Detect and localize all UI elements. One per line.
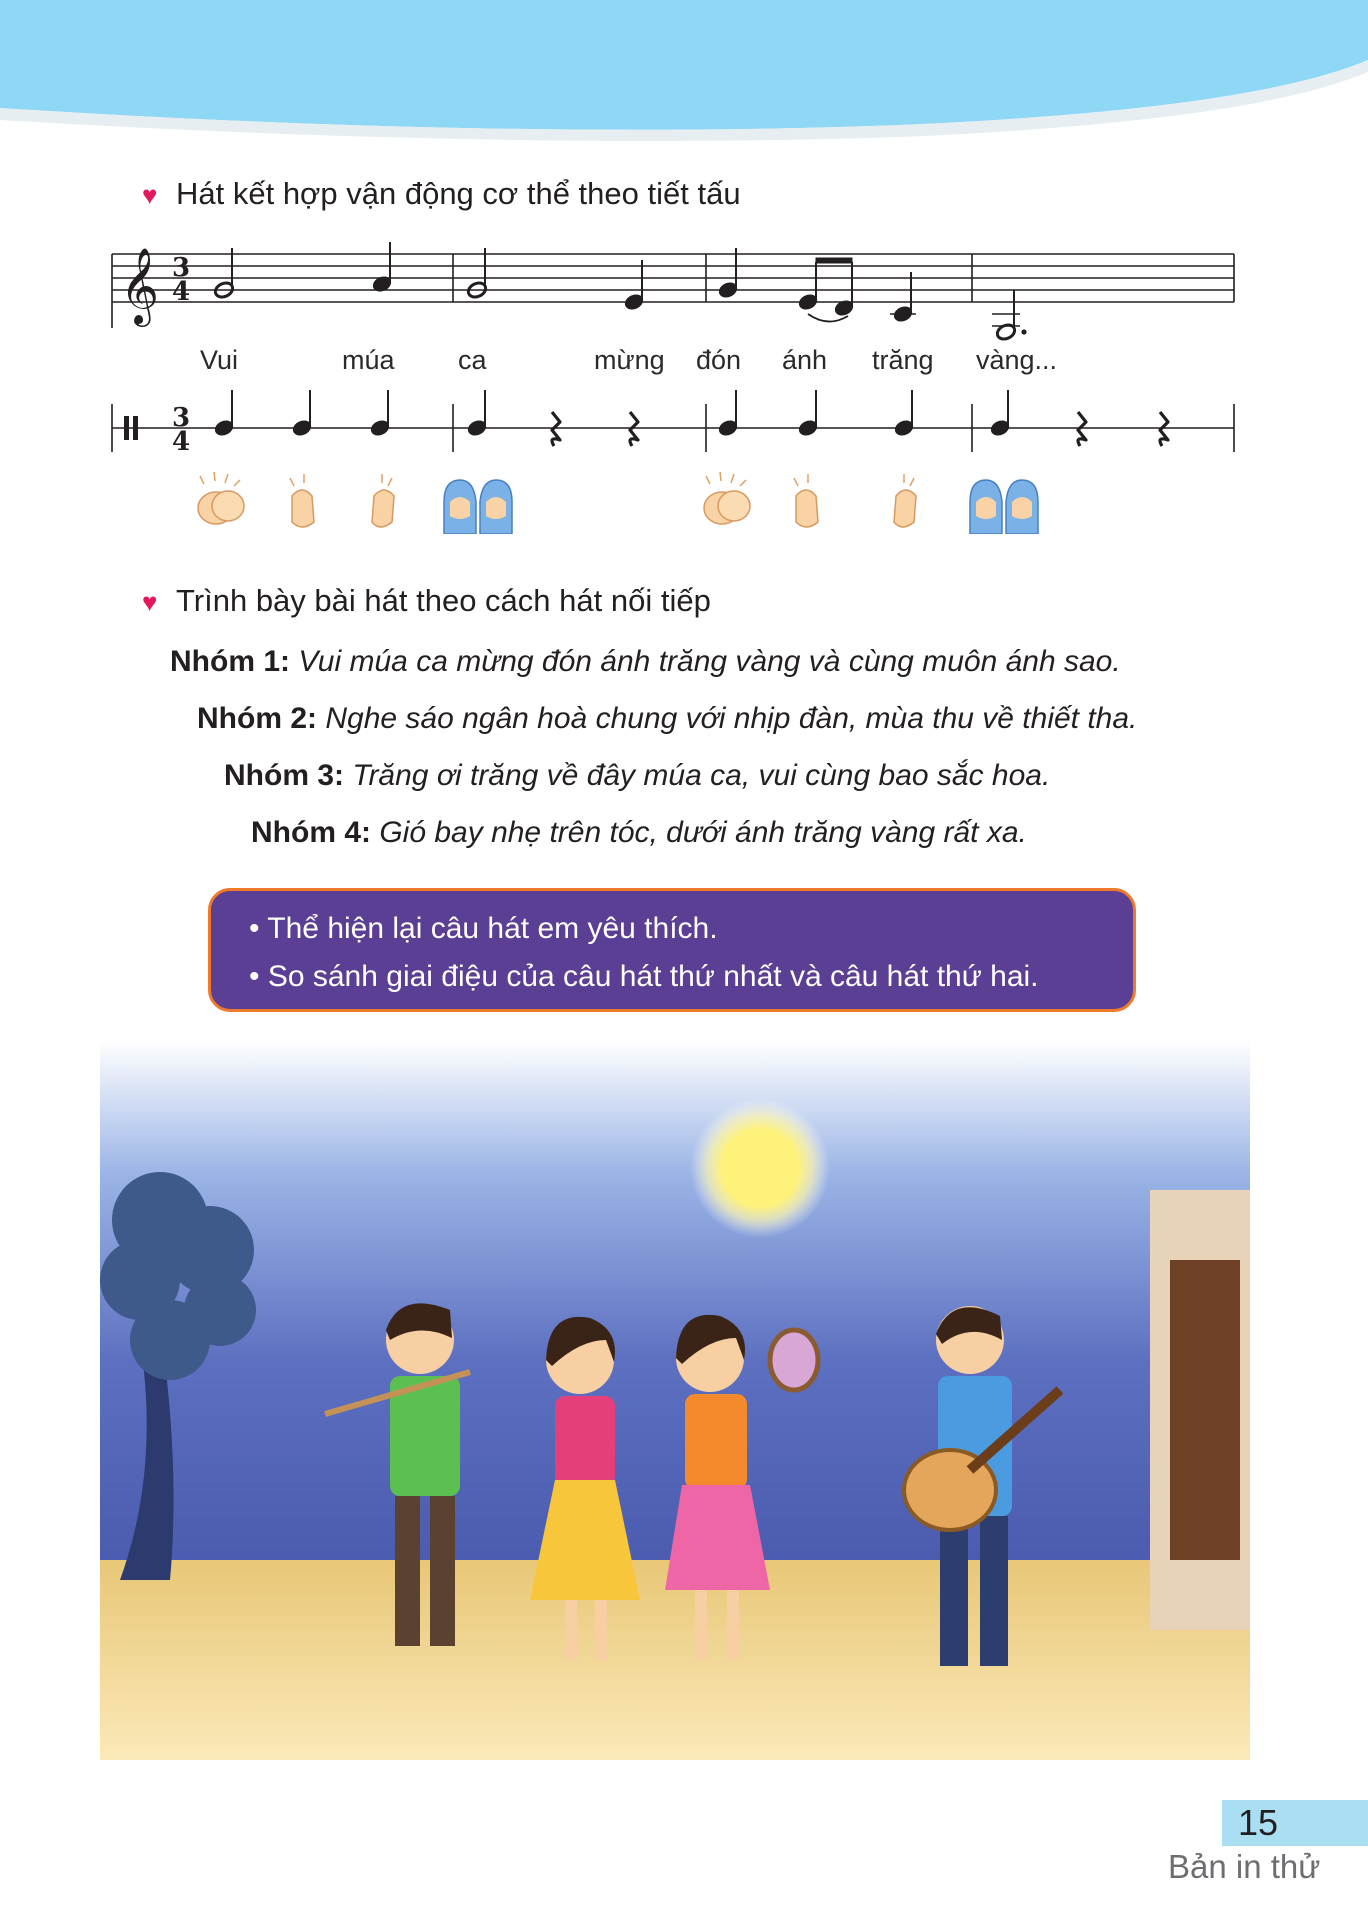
group-line xyxy=(251,816,1027,850)
snap-fingers-icon xyxy=(362,474,404,532)
task-item: • Thể hiện lại câu hát em yêu thích. xyxy=(249,912,718,945)
group-label: Nhóm 3: xyxy=(224,759,344,792)
group-lyrics: Gió bay nhẹ trên tóc, dưới ánh trăng vàng rất xa. xyxy=(379,816,1027,849)
group-label: Nhóm 1: xyxy=(170,645,290,678)
svg-text:4: 4 xyxy=(172,277,191,307)
melody-staff xyxy=(108,228,1238,348)
svg-text:𝄞: 𝄞 xyxy=(120,247,160,324)
snap-fingers-icon xyxy=(282,474,324,532)
group-label: Nhóm 2: xyxy=(197,702,317,735)
lyric-syllable: trăng xyxy=(872,345,934,375)
pat-thighs-icon xyxy=(966,472,1042,534)
group-lyrics: Vui múa ca mừng đón ánh trăng vàng và cùng muôn ánh sao. xyxy=(298,645,1121,678)
task-box xyxy=(208,888,1136,1012)
treble-clef-icon xyxy=(120,247,159,327)
lyric-syllable: mừng xyxy=(594,345,665,375)
group-lyrics: Trăng ơi trăng về đây múa ca, vui cùng bao sắc hoa. xyxy=(352,759,1051,792)
lyric-syllable: Vui xyxy=(200,345,239,375)
lyric-syllable: vàng... xyxy=(976,345,1058,375)
svg-text:4: 4 xyxy=(172,427,191,457)
group-line xyxy=(170,645,1121,679)
snap-fingers-icon xyxy=(884,474,926,532)
rhythm-line xyxy=(108,390,1238,460)
snap-fingers-icon xyxy=(786,474,828,532)
header-band xyxy=(0,0,1368,150)
pat-thighs-icon xyxy=(440,472,516,534)
moonlit-performance-illustration xyxy=(100,1040,1250,1760)
page-number: 15 xyxy=(1238,1802,1279,1843)
group-lyrics: Nghe sáo ngân hoà chung với nhịp đàn, mùa thu về thiết tha. xyxy=(325,702,1138,735)
group-line xyxy=(197,702,1137,736)
group-label: Nhóm 4: xyxy=(251,816,371,849)
task-item: • So sánh giai điệu của câu hát thứ nhất và câu hát thứ hai. xyxy=(249,960,1039,993)
heart-bullet-icon: ♥ xyxy=(142,180,158,210)
svg-text:3: 3 xyxy=(172,253,191,283)
rhythm-section-heading: ♥ Hát kết hợp vận động cơ thể theo tiết tấu xyxy=(142,176,741,211)
clap-hands-icon xyxy=(190,470,252,532)
group-line xyxy=(224,759,1050,793)
clap-hands-icon xyxy=(696,470,758,532)
svg-text:3: 3 xyxy=(172,403,191,433)
lyric-syllable: ca xyxy=(458,345,487,375)
heart-bullet-icon: ♥ xyxy=(142,587,158,617)
footer-note: Bản in thử xyxy=(1168,1848,1321,1885)
lyric-syllable: ánh xyxy=(782,345,828,375)
lyric-syllable: múa xyxy=(342,345,395,375)
relay-section-heading: ♥ Trình bày bài hát theo cách hát nối tiếp xyxy=(142,583,711,618)
lyric-syllable: đón xyxy=(696,345,742,375)
